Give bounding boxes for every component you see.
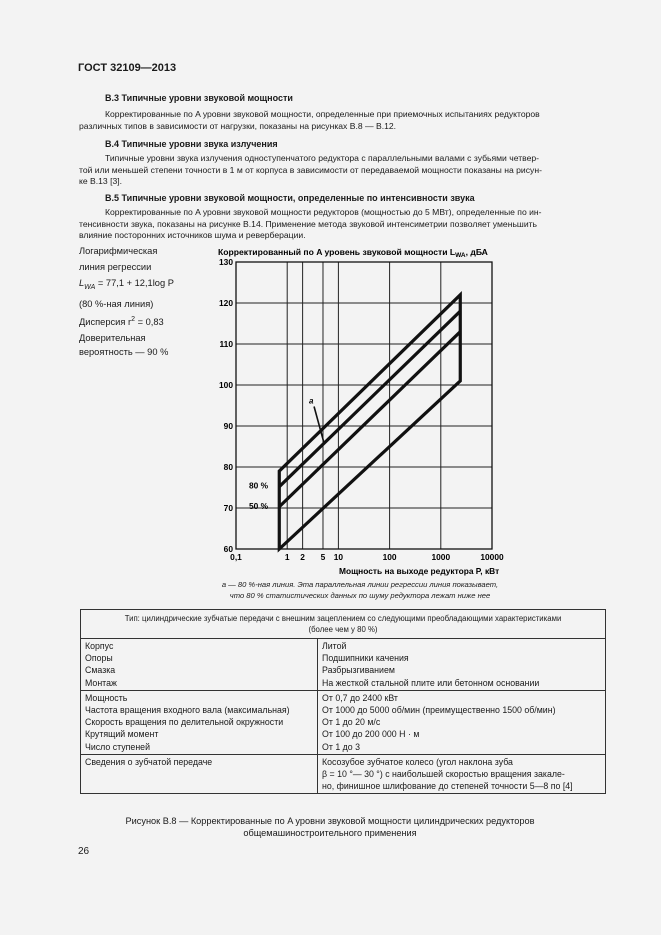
x-axis-label: Мощность на выходе редуктора P, кВт [339, 566, 500, 576]
y-tick-label: 90 [223, 421, 233, 431]
footnote-marker-a: a [309, 396, 314, 406]
legend-line-1: Логарифмическая [79, 246, 158, 256]
legend-formula: $L_{WA} = 77,1 + 12,1\log$ P [79, 278, 174, 291]
text-line: тенсивности звука, показаны на рисунке В.14. Применение метода звуковой интенсиметрии позволяет уменьшить [79, 218, 538, 229]
y-tick-label: 70 [223, 503, 233, 513]
chart-title: Корректированный по A уровень звуковой мощности $L_{WA}$, дБА [218, 247, 488, 259]
table-row [81, 754, 606, 794]
section-heading-b4: В.4 Типичные уровни звука излучения [105, 139, 278, 149]
text-line: Корректированные по A уровни звуковой мощности, определенные при приемочных испытаниях редукторов [105, 109, 540, 119]
text-line: Типичные уровни звука излучения одноступенчатого редуктора с параллельными валами с зубьями четвер- [105, 153, 540, 163]
x-tick-label: 0,1 [230, 552, 242, 562]
series-line-80 [279, 311, 460, 486]
legend-confidence-1: Доверительная [79, 332, 146, 343]
series-line-50 [279, 332, 460, 507]
table-row [81, 690, 606, 754]
figure-caption: Рисунок В.8 — Корректированные по A уровни звуковой мощности цилиндрических редукторов общемашиностроительного применения [125, 816, 535, 838]
chart-footnote [150, 579, 570, 601]
x-tick-label: 1 [284, 552, 290, 562]
text-line: влияние посторонних источников шума и реверберации. [79, 230, 306, 241]
text-line: Корректированные по A уровни звуковой мощности редукторов (мощностью до 5 МВт), определенные по ин- [105, 207, 542, 217]
x-tick-label: 2 [300, 552, 305, 562]
text-line: ке В.13 [3]. [79, 176, 123, 187]
table-cell-labels: Сведения о зубчатой передаче [81, 754, 318, 794]
legend-line-2: линия регрессии [79, 262, 152, 272]
standard-header: ГОСТ 32109—2013 [78, 62, 177, 74]
footnote-line: что 80 % статистических данных по шуму редуктора лежат ниже нее [229, 591, 491, 600]
y-tick-label: 80 [223, 462, 233, 472]
envelope-parallelogram [279, 295, 460, 549]
legend-confidence-2: вероятность — 90 % [79, 346, 169, 357]
band-annotation: 80 % [249, 480, 269, 491]
y-tick-label: 100 [219, 380, 233, 390]
y-tick-label: 110 [219, 339, 233, 349]
y-tick-label: 60 [223, 544, 233, 554]
table-row [81, 639, 606, 691]
footnote-line: a — 80 %-ная линия. Эта параллельная линии регрессии линия показывает, [221, 580, 499, 589]
x-tick-label: 100 [382, 552, 397, 562]
table-cell-values: Литой Подшипники качения Разбрызгиванием На жесткой стальной плите или бетонном основании [318, 639, 606, 691]
characteristics-table [80, 609, 606, 794]
page-number: 26 [78, 846, 90, 857]
table-cell-values: Косозубое зубчатое колесо (угол наклона зуба β = 10 °— 30 °) с наибольшей скоростью вращения закале- но, финишное шлифование до степеней точности 5—8 по [4] [318, 754, 606, 794]
x-tick-label: 10 [333, 552, 344, 562]
y-tick-label: 130 [219, 257, 233, 267]
x-tick-label: 10000 [480, 552, 504, 562]
table-header: Тип: цилиндрические зубчатые передачи с внешним зацеплением со следующими преобладающими характеристиками (более чем у 80 %) [81, 610, 606, 639]
text-line: различных типов в зависимости от нагрузки, показаны на рисунках В.8 — В.12. [79, 120, 397, 131]
section-heading-b5: В.5 Типичные уровни звуковой мощности, определенные по интенсивности звука [105, 193, 475, 203]
band-annotation: 50 % [249, 500, 269, 511]
text-line: той или меньшей степени точности в 1 м от корпуса в зависимости от передаваемой мощности показаны на рисун- [79, 164, 542, 175]
table-cell-values: От 0,7 до 2400 кВт От 1000 до 5000 об/мин (преимущественно 1500 об/мин) От 1 до 20 м/с От 100 до 200 000 Н · м От 1 до 3 [318, 690, 606, 754]
y-tick-label: 120 [219, 298, 233, 308]
table-cell-labels: Корпус Опоры Смазка Монтаж [81, 639, 318, 691]
section-heading-b3: В.3 Типичные уровни звуковой мощности [105, 93, 293, 103]
legend-line-4: (80 %-ная линия) [79, 298, 154, 309]
table-header-row [81, 610, 606, 639]
table-cell-labels: Мощность Частота вращения входного вала (максимальная) Скорость вращения по делительной окружности Крутящий момент Число ступеней [81, 690, 318, 754]
legend-dispersion: Дисперсия $r^2 = 0,83$ [79, 315, 164, 327]
x-tick-label: 1000 [431, 552, 451, 562]
x-tick-label: 5 [320, 552, 326, 562]
